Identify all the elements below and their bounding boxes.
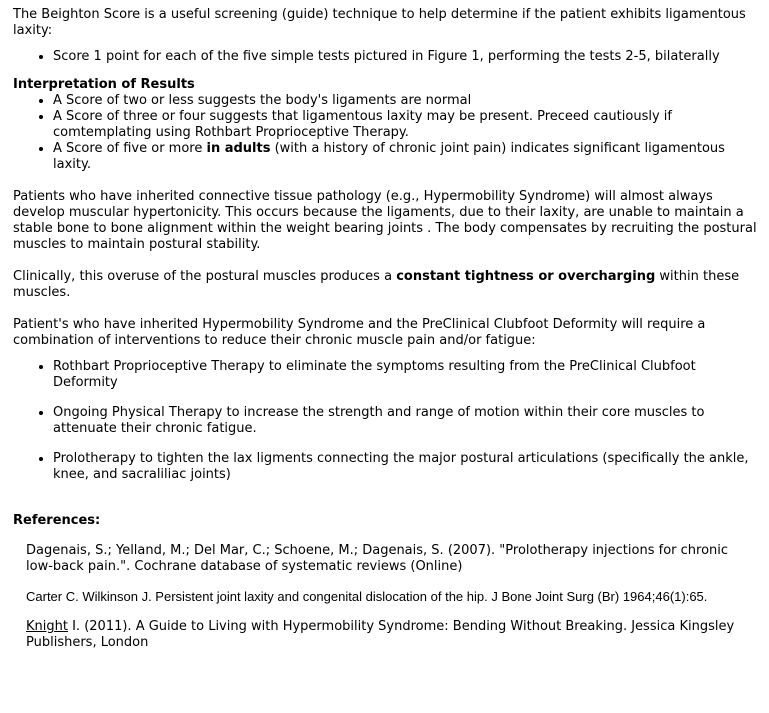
author-link[interactable]: Knight bbox=[26, 619, 68, 634]
reference-item bbox=[13, 543, 759, 575]
list-item: • A Score of three or four suggests that ligamentous laxity may be present. Preceed cautiously if comtemplating using Rothbart Proprioceptive Therapy. bbox=[53, 109, 759, 141]
interventions-list bbox=[13, 359, 759, 483]
reference-item bbox=[13, 589, 759, 605]
paragraph-text: Clinically, this overuse of the postural muscles produces a bbox=[13, 269, 397, 284]
interventions-intro-paragraph: Patient's who have inherited Hypermobility Syndrome and the PreClinical Clubfoot Deformity will require a combination of interventions to reduce their chronic muscle pain and/or fatigue: bbox=[13, 317, 706, 348]
item-text: A Score of five or more bbox=[53, 141, 207, 156]
list-item: • A Score of two or less suggests the body's ligaments are normal bbox=[53, 93, 759, 109]
list-item: • Rothbart Proprioceptive Therapy to eliminate the symptoms resulting from the PreClinical Clubfoot Deformity bbox=[53, 359, 759, 391]
list-item: • Ongoing Physical Therapy to increase the strength and range of motion within their core muscles to attenuate their chronic fatigue. bbox=[53, 405, 759, 437]
hypermobility-paragraph: Patients who have inherited connective tissue pathology (e.g., Hypermobility Syndrome) will almost always develop muscular hypertonicity. This occurs because the ligaments, due to their laxity, are unable to maintain a stable bone to bone alignment within the weight bearing joints . The body compensates by recruiting the postural muscles to maintain postural stability. bbox=[13, 189, 757, 252]
overuse-paragraph bbox=[13, 269, 759, 301]
interpretation-heading: Interpretation of Results bbox=[13, 77, 195, 92]
intro-paragraph: The Beighton Score is a useful screening (guide) technique to help determine if the patient exhibits ligamentous laxity: bbox=[13, 7, 746, 38]
item-text: (with a history of chronic joint pain) indicates significant ligamentous laxity. bbox=[53, 141, 725, 172]
emphasis-text: constant tightness or overcharging bbox=[396, 269, 656, 284]
list-item bbox=[53, 141, 759, 173]
emphasis-text: in adults bbox=[206, 141, 271, 156]
reference-item bbox=[13, 619, 759, 651]
reference-text: I. (2011). A Guide to Living with Hypermobility Syndrome: Bending Without Breaking. Jessica Kingsley Publishers, London bbox=[26, 619, 735, 650]
paragraph-text: within these muscles. bbox=[13, 269, 740, 300]
reference-text: Carter C. Wilkinson J. Persistent joint laxity and congenital dislocation of the hip. J Bone Joint Surg (Br) 1964;46(1):65. bbox=[26, 589, 708, 604]
list-item: • Prolotherapy to tighten the lax ligments connecting the major postural articulations (specifically the ankle, knee, and sacraliliac joints) bbox=[53, 451, 759, 483]
list-item: • Score 1 point for each of the five simple tests pictured in Figure 1, performing the tests 2-5, bilaterally bbox=[53, 49, 759, 65]
interpretation-list bbox=[13, 93, 759, 173]
reference-text: Dagenais, S.; Yelland, M.; Del Mar, C.; Schoene, M.; Dagenais, S. (2007). "Prolotherapy injections for chronic low-back pain.". Cochrane database of systematic reviews (Online) bbox=[26, 543, 729, 574]
intro-list bbox=[13, 49, 759, 65]
references-heading: References: bbox=[13, 513, 101, 528]
